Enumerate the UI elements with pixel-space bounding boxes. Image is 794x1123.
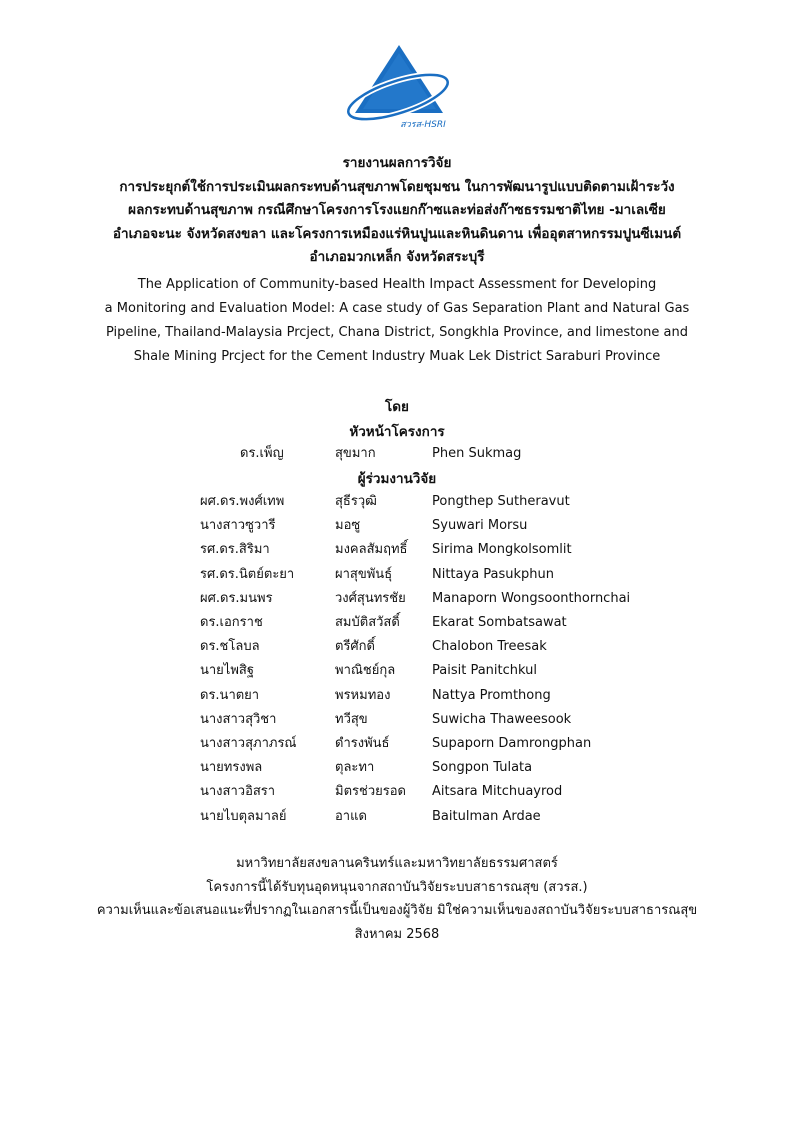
english-title <box>40 273 754 369</box>
researcher-english: Syuwari Morsu <box>432 518 528 533</box>
researcher-surname: มงคลสัมฤทธิ์ <box>335 542 408 557</box>
researcher-english: Pongthep Sutheravut <box>432 494 570 509</box>
english-title-line: a Monitoring and Evaluation Model: A case study of Gas Separation Plant and Natural Gas <box>104 301 690 316</box>
researcher-prefix: ดร.ชโลบล <box>200 639 260 654</box>
thai-title-line: อำเภอจะนะ จังหวัดสงขลา และโครงการเหมืองแร่หินปูนและหินดินดาน เพื่ออุตสาหกรรมปูนซีเมนต์ <box>112 225 682 242</box>
footer <box>20 852 774 946</box>
researcher-surname: มิตรช่วยรอด <box>335 784 406 799</box>
head-surname: สุขมาก <box>335 446 376 461</box>
researcher-english: Songpon Tulata <box>432 760 533 775</box>
researcher-english: Supaporn Damrongphan <box>432 736 592 751</box>
researcher-english: Sirima Mongkolsomlit <box>432 542 572 557</box>
researcher-prefix: นายไบตุลมาลย์ <box>200 809 287 824</box>
english-title-line: The Application of Community-based Health Impact Assessment for Developing <box>137 277 657 292</box>
researcher-prefix: นางสาวซูวารี <box>200 518 276 533</box>
disclaimer-line: ความเห็นและข้อเสนอแนะที่ปรากฏในเอกสารนี้เป็นของผู้วิจัย มิใช่ความเห็นของสถาบันวิจัยระบบสาธารณสุข <box>96 903 698 918</box>
researcher-english: Nattya Promthong <box>432 688 551 703</box>
researcher-english: Suwicha Thaweesook <box>432 712 572 727</box>
researcher-surname: สุธีรวุฒิ <box>335 494 377 509</box>
thai-title-line: การประยุกต์ใช้การประเมินผลกระทบด้านสุขภาพโดยชุมชน ในการพัฒนารูปแบบติดตามเฝ้าระวัง <box>119 178 675 195</box>
researcher-prefix: นางสาวสุภาภรณ์ <box>200 736 297 751</box>
researcher-prefix: รศ.ดร.สิริมา <box>200 542 270 557</box>
researcher-surname: วงศ์สุนทรชัย <box>335 591 406 606</box>
english-title-line: Shale Mining Prcject for the Cement Industry Muak Lek District Saraburi Province <box>133 349 661 364</box>
researcher-english: Manaporn Wongsoonthornchai <box>432 591 631 606</box>
thai-title-line: อำเภอมวกเหล็ก จังหวัดสระบุรี <box>309 249 485 265</box>
researcher-prefix: นายไพสิฐ <box>200 663 255 678</box>
researcher-english: Ekarat Sombatsawat <box>432 615 567 630</box>
researcher-prefix: ผศ.ดร.มนพร <box>200 591 273 606</box>
researcher-english: Baitulman Ardae <box>432 809 541 824</box>
university-line: มหาวิทยาลัยสงขลานครินทร์และมหาวิทยาลัยธรรมศาสตร์ <box>236 856 558 871</box>
researcher-prefix: ดร.นาตยา <box>200 688 260 703</box>
researcher-english: Nittaya Pasukphun <box>432 567 555 582</box>
head-prefix: ดร.เพ็ญ <box>240 446 284 461</box>
researcher-surname: ผาสุขพันธุ์ <box>335 567 393 582</box>
researcher-surname: อาแด <box>335 809 367 824</box>
researcher-surname: ตุละทา <box>335 760 375 775</box>
researcher-prefix: นายทรงพล <box>200 760 263 775</box>
hsri-logo <box>343 43 453 129</box>
researcher-surname: พาณิชย์กุล <box>335 663 396 678</box>
hsri-logo-icon <box>343 43 453 129</box>
researcher-english: Paisit Panitchkul <box>432 663 537 678</box>
head-english: Phen Sukmag <box>432 446 522 461</box>
english-title-line: Pipeline, Thailand-Malaysia Prcject, Chana District, Songkhla Province, and limestone and <box>106 325 688 340</box>
researcher-surname: สมบัติสวัสดิ์ <box>335 615 400 630</box>
funding-line: โครงการนี้ได้รับทุนอุดหนุนจากสถาบันวิจัยระบบสาธารณสุข (สวรส.) <box>206 879 588 895</box>
researcher-english: Aitsara Mitchuayrod <box>432 784 563 799</box>
report-label: รายงานผลการวิจัย <box>342 155 452 171</box>
researcher-prefix: นางสาวสุวิชา <box>200 712 277 727</box>
thai-title <box>40 152 754 270</box>
researcher-prefix: ผศ.ดร.พงศ์เทพ <box>200 494 285 509</box>
head-label: หัวหน้าโครงการ <box>349 424 445 440</box>
researcher-surname: ดำรงพันธ์ <box>335 736 390 751</box>
researcher-prefix: นางสาวอิสรา <box>200 784 276 799</box>
thai-title-line: ผลกระทบด้านสุขภาพ กรณีศึกษาโครงการโรงแยกก๊าซและท่อส่งก๊าซธรรมชาติไทย -มาเลเซีย <box>128 202 666 218</box>
researcher-prefix: ดร.เอกราช <box>200 615 263 630</box>
researcher-surname: พรหมทอง <box>335 688 391 703</box>
co-researchers-label: ผู้ร่วมงานวิจัย <box>357 471 437 487</box>
researcher-surname: ทวีสุข <box>335 712 368 727</box>
researcher-surname: ตรีศักดิ์ <box>335 639 375 654</box>
researcher-prefix: รศ.ดร.นิตย์ตะยา <box>200 567 295 582</box>
date-line: สิงหาคม 2568 <box>354 926 440 942</box>
researcher-english: Chalobon Treesak <box>432 639 547 654</box>
researcher-surname: มอซู <box>335 518 361 533</box>
by-label: โดย <box>385 399 409 415</box>
logo-text: สวรส-HSRI <box>400 120 446 129</box>
